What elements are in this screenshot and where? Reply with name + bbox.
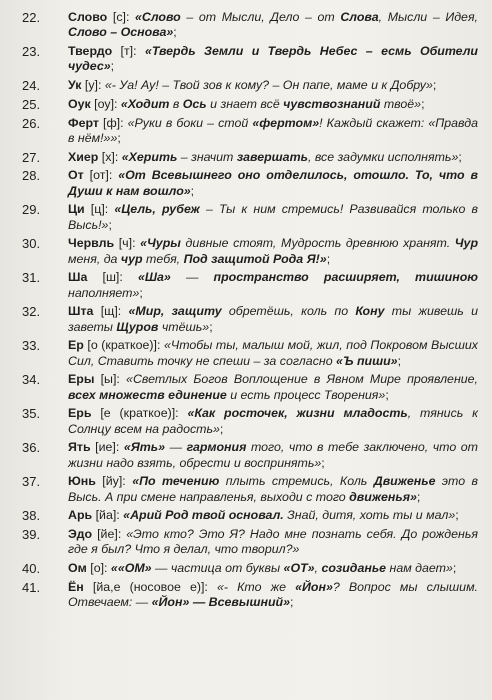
letter-entry [22,474,478,504]
entry-number: 41. [22,579,41,595]
entry-text: [ч]: [114,236,141,251]
letter-name: Юнь [68,474,96,489]
entry-text: ; [190,183,195,198]
entry-text: ; [219,421,224,436]
entry-text: [от]: [83,168,119,183]
entry-text: Под защитой Рода Я!» [183,251,327,266]
entry-text: «Ять» [123,440,166,455]
entry-text: завершать [236,149,308,164]
entry-text: Чур [454,236,479,251]
entry-text: ; [326,251,331,266]
letter-name: Еры [68,372,95,387]
entry-text: твоё» [380,96,422,111]
entry-text: того, что в тебе заключено, что от жизни надо взять, обрести и воспринять» [68,440,478,470]
entry-text: ты живешь и заветы [68,304,479,334]
entry-text: «Чтобы ты, малыш мой, жил, под Покровом Высших Сил, Ставить точку не спеши – за согласно [68,338,478,368]
letter-name: Твердо [68,44,113,58]
entry-text: «Арий Род твой основал. [123,508,284,523]
entry-text: [йе]: [92,527,127,542]
entry-text: [т]: [112,44,145,58]
letter-name: Эдо [68,527,93,542]
entry-number: 37. [22,474,41,490]
entry-number: 32. [22,304,41,320]
entry-text: «Это кто? Это Я? Надо мне познать себя. До рожденья где я был? Что я делал, что творил?» [68,527,478,557]
entry-text: нам дает» [386,561,453,576]
entry-text: «Слово [135,10,181,24]
entry-text: [о (краткое)]: [83,338,164,353]
letter-entry [22,406,478,436]
entry-text: Знай, дитя, хоть ты и мал» [283,508,456,523]
entry-text: чтёшь» [158,319,210,334]
letter-entry [22,561,478,576]
entry-text: «Твердь Земли и Твердь Небес – есмь Обители чудес» [68,44,479,74]
entry-text: [оу]: [90,96,121,111]
entry-text: созиданье [321,561,387,576]
entry-text: пространство расширяет, тишиною [213,270,478,285]
entry-text: ; [432,78,437,92]
entry-text: движенья» [349,489,417,504]
entry-text: чур [120,251,143,266]
letter-name: Ять [68,440,91,455]
entry-text: ; [455,508,459,523]
entry-number: 36. [22,440,41,456]
entry-text: ; [421,96,425,111]
letter-entry [22,78,478,93]
entry-text: [ц]: [84,202,115,217]
entry-text: [ие]: [90,440,124,455]
entry-text: — [165,440,187,455]
letter-name: От [68,168,84,183]
entry-text: «Йон» — Всевышний» [151,595,290,610]
entry-text: ? Вопрос мы слышим. Отвечаем: — [68,579,479,610]
entry-text: «Херить [121,149,178,164]
letter-name: Слово [68,10,108,24]
entry-text: Щуров [116,319,159,334]
entry-text: знает всё [217,96,284,111]
entry-text: [ф]: [98,115,128,130]
letter-entry [22,44,478,74]
entry-text: всех множеств единение [68,387,227,402]
entry-text: обретёшь, коль по [221,304,356,319]
entry-text: «По [132,474,156,489]
entry-number: 26. [22,115,41,131]
entry-text: и [206,96,217,111]
letter-entry [22,338,478,368]
letter-entry [22,202,478,232]
entry-text: ; [416,489,421,504]
letter-name: Ци [68,202,85,217]
entry-text: ; [321,455,325,470]
letter-name: Ом [68,561,87,576]
entry-text: Кону [355,304,385,319]
entry-text: , все задумки исполнять» [307,149,459,164]
entry-text: «фертом» [252,115,320,130]
entry-text: ; [139,285,143,300]
entry-text: , [314,561,322,576]
entry-text: ; [173,25,177,40]
letter-entry [22,10,478,40]
letter-name: Ерь [68,406,92,421]
entry-text: тебя, [142,251,184,266]
entry-text: Движенье [373,474,436,489]
entry-text: чувствознаний [283,96,381,111]
entry-text: «Светлых Богов Воплощение в Явном Мире проявление, [126,372,478,387]
entry-text: дивные стоят, Мудрость древнюю хранят. [180,236,455,251]
entry-text: – значит [177,149,237,164]
entry-number: 22. [22,10,41,25]
entry-text: «- Уа! Ау! – Твой зов к кому? – Он папе, маме и к Добру» [104,78,433,92]
entry-text: «Ъ пиши» [336,353,398,368]
entry-text: ; [458,149,462,164]
entry-text: «Цель, рубеж [114,202,200,217]
entry-text: «От Всевышнего оно отделилось, отошло. То, что в Души к нам вошло» [68,168,478,198]
entry-text: , тянись к Солнцу всем на радость» [68,406,478,436]
letter-entry [22,508,478,523]
entry-text: Слова [340,10,379,24]
letter-entry [22,270,478,300]
letter-entry [22,97,478,112]
entry-number: 34. [22,372,41,388]
letter-name: Хиер [68,149,99,164]
letter-name: Ук [68,78,82,92]
entry-number: 25. [22,96,41,112]
entry-text: [е (краткое)]: [91,406,188,421]
entry-number: 33. [22,338,41,354]
entry-text: «Йон» [295,579,333,594]
entry-text: – Ты к ним стремись! Развивайся только в Высь!» [68,202,478,232]
letter-entry [22,150,478,165]
letter-entry [22,236,478,266]
letter-entry [22,116,478,146]
letter-entry [22,372,478,402]
entry-text: , Мысли – Идея, [378,10,479,24]
entry-text: Слово – Основа» [68,25,174,40]
entry-number: 39. [22,527,41,543]
letter-name: Оук [68,96,91,111]
entry-text: ; [452,561,457,576]
entry-text: течению [161,474,220,489]
entry-text: [ы]: [94,372,127,387]
entry-number: 24. [22,78,41,93]
entry-text: [о]: [86,561,111,576]
entry-text: [йа]: [92,508,124,523]
letter-name: Ша [68,270,88,285]
entry-number: 35. [22,406,41,422]
entry-text: ; [385,387,389,402]
letter-entry [22,527,478,557]
letter-name: Ферт [68,115,99,130]
entry-text: ; [110,59,115,74]
entry-text: [щ]: [93,304,129,319]
letter-name: Ён [68,579,84,594]
entry-text: [ш]: [87,270,138,285]
entry-number: 27. [22,149,41,165]
entry-text: — частица от буквы [151,561,284,576]
entry-number: 23. [22,44,41,59]
entry-text: и есть процесс Творения» [226,387,386,402]
entry-text: ; [108,217,112,232]
entry-text: «Ходит [120,96,170,111]
entry-text: меня, да [68,251,121,266]
entry-text: [йа,е (носовое е)]: [83,579,217,594]
entry-number: 30. [22,236,41,252]
entry-text: «Ша» [137,270,171,285]
entry-text: — [170,270,214,285]
entry-number: 29. [22,202,41,218]
entry-number: 40. [22,561,41,577]
entry-text: в [169,96,183,111]
entry-text: – от Мысли, Дело – от [180,10,341,24]
entry-text: это в Высь. А при смене направленья, выходи с того [68,474,478,504]
entry-number: 28. [22,168,41,184]
entry-text: [йу]: [95,474,133,489]
entry-text: гармония [186,440,247,455]
letter-entry [22,440,478,470]
entry-text: «Руки в боки – стой [127,115,253,130]
entry-number: 31. [22,270,41,286]
entry-text: «ОТ» [283,561,315,576]
entry-text: [х]: [98,149,122,164]
entry-text: «Мир, защиту [128,304,222,319]
entry-text: Ось [182,96,207,111]
entry-text: «- Кто же [216,579,296,594]
letter-entry [22,304,478,334]
entry-text: «Чуры [140,236,181,251]
entry-text: ; [209,319,213,334]
letter-name: Арь [68,508,93,523]
entry-text: ««ОМ» [110,561,152,576]
entry-number: 38. [22,508,41,524]
entry-text: плыть стремись, Коль [219,474,374,489]
entry-text: [с]: [107,10,136,24]
letter-entry [22,580,478,610]
entry-text: ; [397,353,402,368]
letter-name: Ер [68,338,84,353]
entry-text: ! Каждый скажет: «Правда в нём!»» [68,115,478,145]
entry-text: «Как росточек, жизни младость [187,406,408,421]
entry-text: наполняет» [68,285,140,300]
entry-text: ; [117,130,121,145]
letter-name: Червль [68,236,115,251]
letter-name: Шта [68,304,94,319]
entry-text: ; [289,595,294,610]
entry-text: [у]: [81,78,105,92]
letter-entry [22,168,478,198]
